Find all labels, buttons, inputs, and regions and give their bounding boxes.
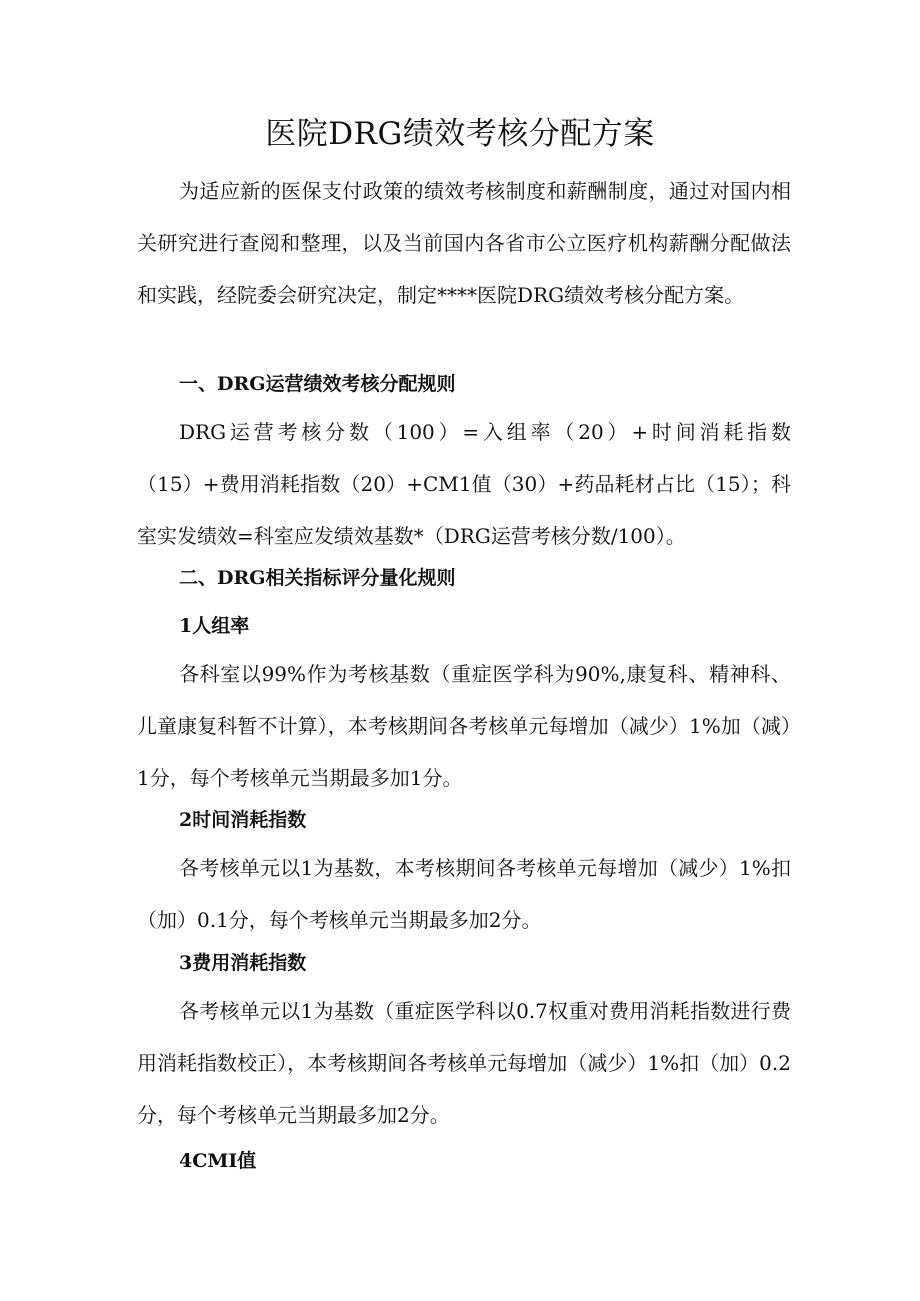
section2-heading: 二、DRG相关指标评分量化规则 xyxy=(179,567,456,589)
item2-body: 各考核单元以1为基数，本考核期间各考核单元每增加（减少）1%扣（加）0.1分，每个考核单元当期最多加2分。 xyxy=(137,856,791,932)
section1-heading: 一、DRG运营绩效考核分配规则 xyxy=(179,373,456,395)
item2-heading: 2时间消耗指数 xyxy=(179,809,307,831)
item4-heading: 4CMI值 xyxy=(179,1150,257,1172)
item1-body: 各科室以99%作为考核基数（重症医学科为90%,康复科、精神科、儿童康复科暂不计算），本考核期间各考核单元每增加（减少）1%加（减）1分，每个考核单元当期最多加1分。 xyxy=(137,662,791,790)
item3-body: 各考核单元以1为基数（重症医学科以0.7权重对费用消耗指数进行费用消耗指数校正），本考核期间各考核单元每增加（减少）1%扣（加）0.2分，每个考核单元当期最多加2分。 xyxy=(137,999,791,1127)
intro-paragraph: 为适应新的医保支付政策的绩效考核制度和薪酬制度，通过对国内相关研究进行查阅和整理，以及当前国内各省市公立医疗机构薪酬分配做法和实践，经院委会研究决定，制定****医院DRG绩效考核分配方案。 xyxy=(137,179,791,307)
document-title: 医院DRG绩效考核分配方案 xyxy=(265,116,655,152)
section1-body: DRG运营考核分数（100）=入组率（20）+时间消耗指数（15）+费用消耗指数（20）+CM1值（30）+药品耗材占比（15）；科室实发绩效=科室应发绩效基数*（DRG运营考核分数/100）。 xyxy=(137,420,791,548)
item3-heading: 3费用消耗指数 xyxy=(179,952,307,974)
item1-heading: 1人组率 xyxy=(179,615,250,637)
